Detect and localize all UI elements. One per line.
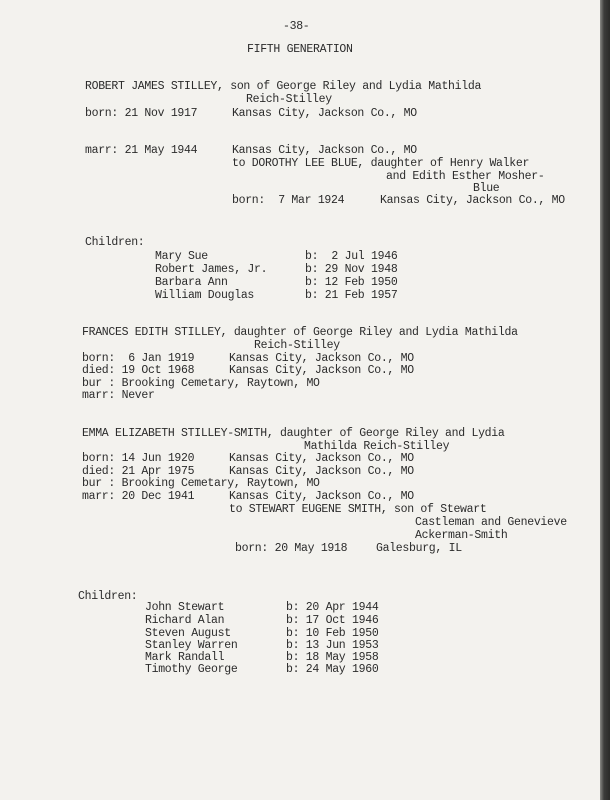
emma-born-label: born: 14 Jun 1920	[82, 452, 195, 465]
list-item: Mary Sue	[155, 250, 208, 263]
list-item: Stanley Warren	[145, 639, 238, 652]
robert-heading-line2: Reich-Stilley	[246, 93, 332, 106]
emma-spouse-born-label: born: 20 May 1918	[235, 542, 348, 555]
list-item: William Douglas	[155, 289, 255, 302]
list-item: b: 20 Apr 1944	[286, 601, 379, 614]
list-item: b: 10 Feb 1950	[286, 627, 379, 640]
frances-born-label: born: 6 Jan 1919	[82, 352, 195, 365]
list-item: Barbara Ann	[155, 276, 228, 289]
frances-died-place: Kansas City, Jackson Co., MO	[229, 364, 414, 377]
list-item: b: 2 Jul 1946	[305, 250, 398, 263]
frances-born-place: Kansas City, Jackson Co., MO	[229, 352, 414, 365]
emma-born-place: Kansas City, Jackson Co., MO	[229, 452, 414, 465]
emma-marr-place: Kansas City, Jackson Co., MO	[229, 490, 414, 503]
list-item: Steven August	[145, 627, 231, 640]
emma-spouse-line2: Castleman and Genevieve	[415, 516, 567, 529]
robert-spouse-born-place: Kansas City, Jackson Co., MO	[380, 194, 565, 207]
robert-spouse-line2: and Edith Esther Mosher-	[386, 170, 545, 183]
emma-children-label: Children:	[78, 590, 138, 603]
list-item: b: 21 Feb 1957	[305, 289, 398, 302]
emma-spouse-born-place: Galesburg, IL	[376, 542, 462, 555]
page-number: -38-	[283, 20, 310, 33]
list-item: Mark Randall	[145, 651, 225, 664]
emma-heading-line1: EMMA ELIZABETH STILLEY-SMITH, daughter of George Riley and Lydia	[82, 427, 505, 440]
robert-children-label: Children:	[85, 236, 145, 249]
emma-spouse-line1: to STEWART EUGENE SMITH, son of Stewart	[229, 503, 487, 516]
robert-marr-place: Kansas City, Jackson Co., MO	[232, 144, 417, 157]
robert-born-label: born: 21 Nov 1917	[85, 107, 198, 120]
list-item: b: 12 Feb 1950	[305, 276, 398, 289]
list-item: b: 17 Oct 1946	[286, 614, 379, 627]
list-item: Richard Alan	[145, 614, 225, 627]
frances-died-label: died: 19 Oct 1968	[82, 364, 195, 377]
frances-burial: bur : Brooking Cemetary, Raytown, MO	[82, 377, 320, 390]
list-item: John Stewart	[145, 601, 225, 614]
page-edge	[600, 0, 610, 800]
frances-heading-line2: Reich-Stilley	[254, 339, 340, 352]
list-item: Timothy George	[145, 663, 238, 676]
emma-heading-line2: Mathilda Reich-Stilley	[304, 440, 450, 453]
list-item: b: 18 May 1958	[286, 651, 379, 664]
robert-spouse-line3: Blue	[473, 182, 500, 195]
frances-heading-line1: FRANCES EDITH STILLEY, daughter of George Riley and Lydia Mathilda	[82, 326, 518, 339]
robert-spouse-born-label: born: 7 Mar 1924	[232, 194, 345, 207]
list-item: b: 29 Nov 1948	[305, 263, 398, 276]
robert-born-place: Kansas City, Jackson Co., MO	[232, 107, 417, 120]
emma-burial: bur : Brooking Cemetary, Raytown, MO	[82, 477, 320, 490]
list-item: b: 24 May 1960	[286, 663, 379, 676]
emma-died-label: died: 21 Apr 1975	[82, 465, 195, 478]
robert-heading-line1: ROBERT JAMES STILLEY, son of George Riley and Lydia Mathilda	[85, 80, 482, 93]
list-item: Robert James, Jr.	[155, 263, 268, 276]
emma-died-place: Kansas City, Jackson Co., MO	[229, 465, 414, 478]
emma-spouse-line3: Ackerman-Smith	[415, 529, 508, 542]
list-item: b: 13 Jun 1953	[286, 639, 379, 652]
frances-marriage: marr: Never	[82, 389, 155, 402]
page-title: FIFTH GENERATION	[247, 43, 353, 56]
robert-spouse-line1: to DOROTHY LEE BLUE, daughter of Henry Walker	[232, 157, 530, 170]
robert-marr-label: marr: 21 May 1944	[85, 144, 198, 157]
emma-marr-label: marr: 20 Dec 1941	[82, 490, 195, 503]
